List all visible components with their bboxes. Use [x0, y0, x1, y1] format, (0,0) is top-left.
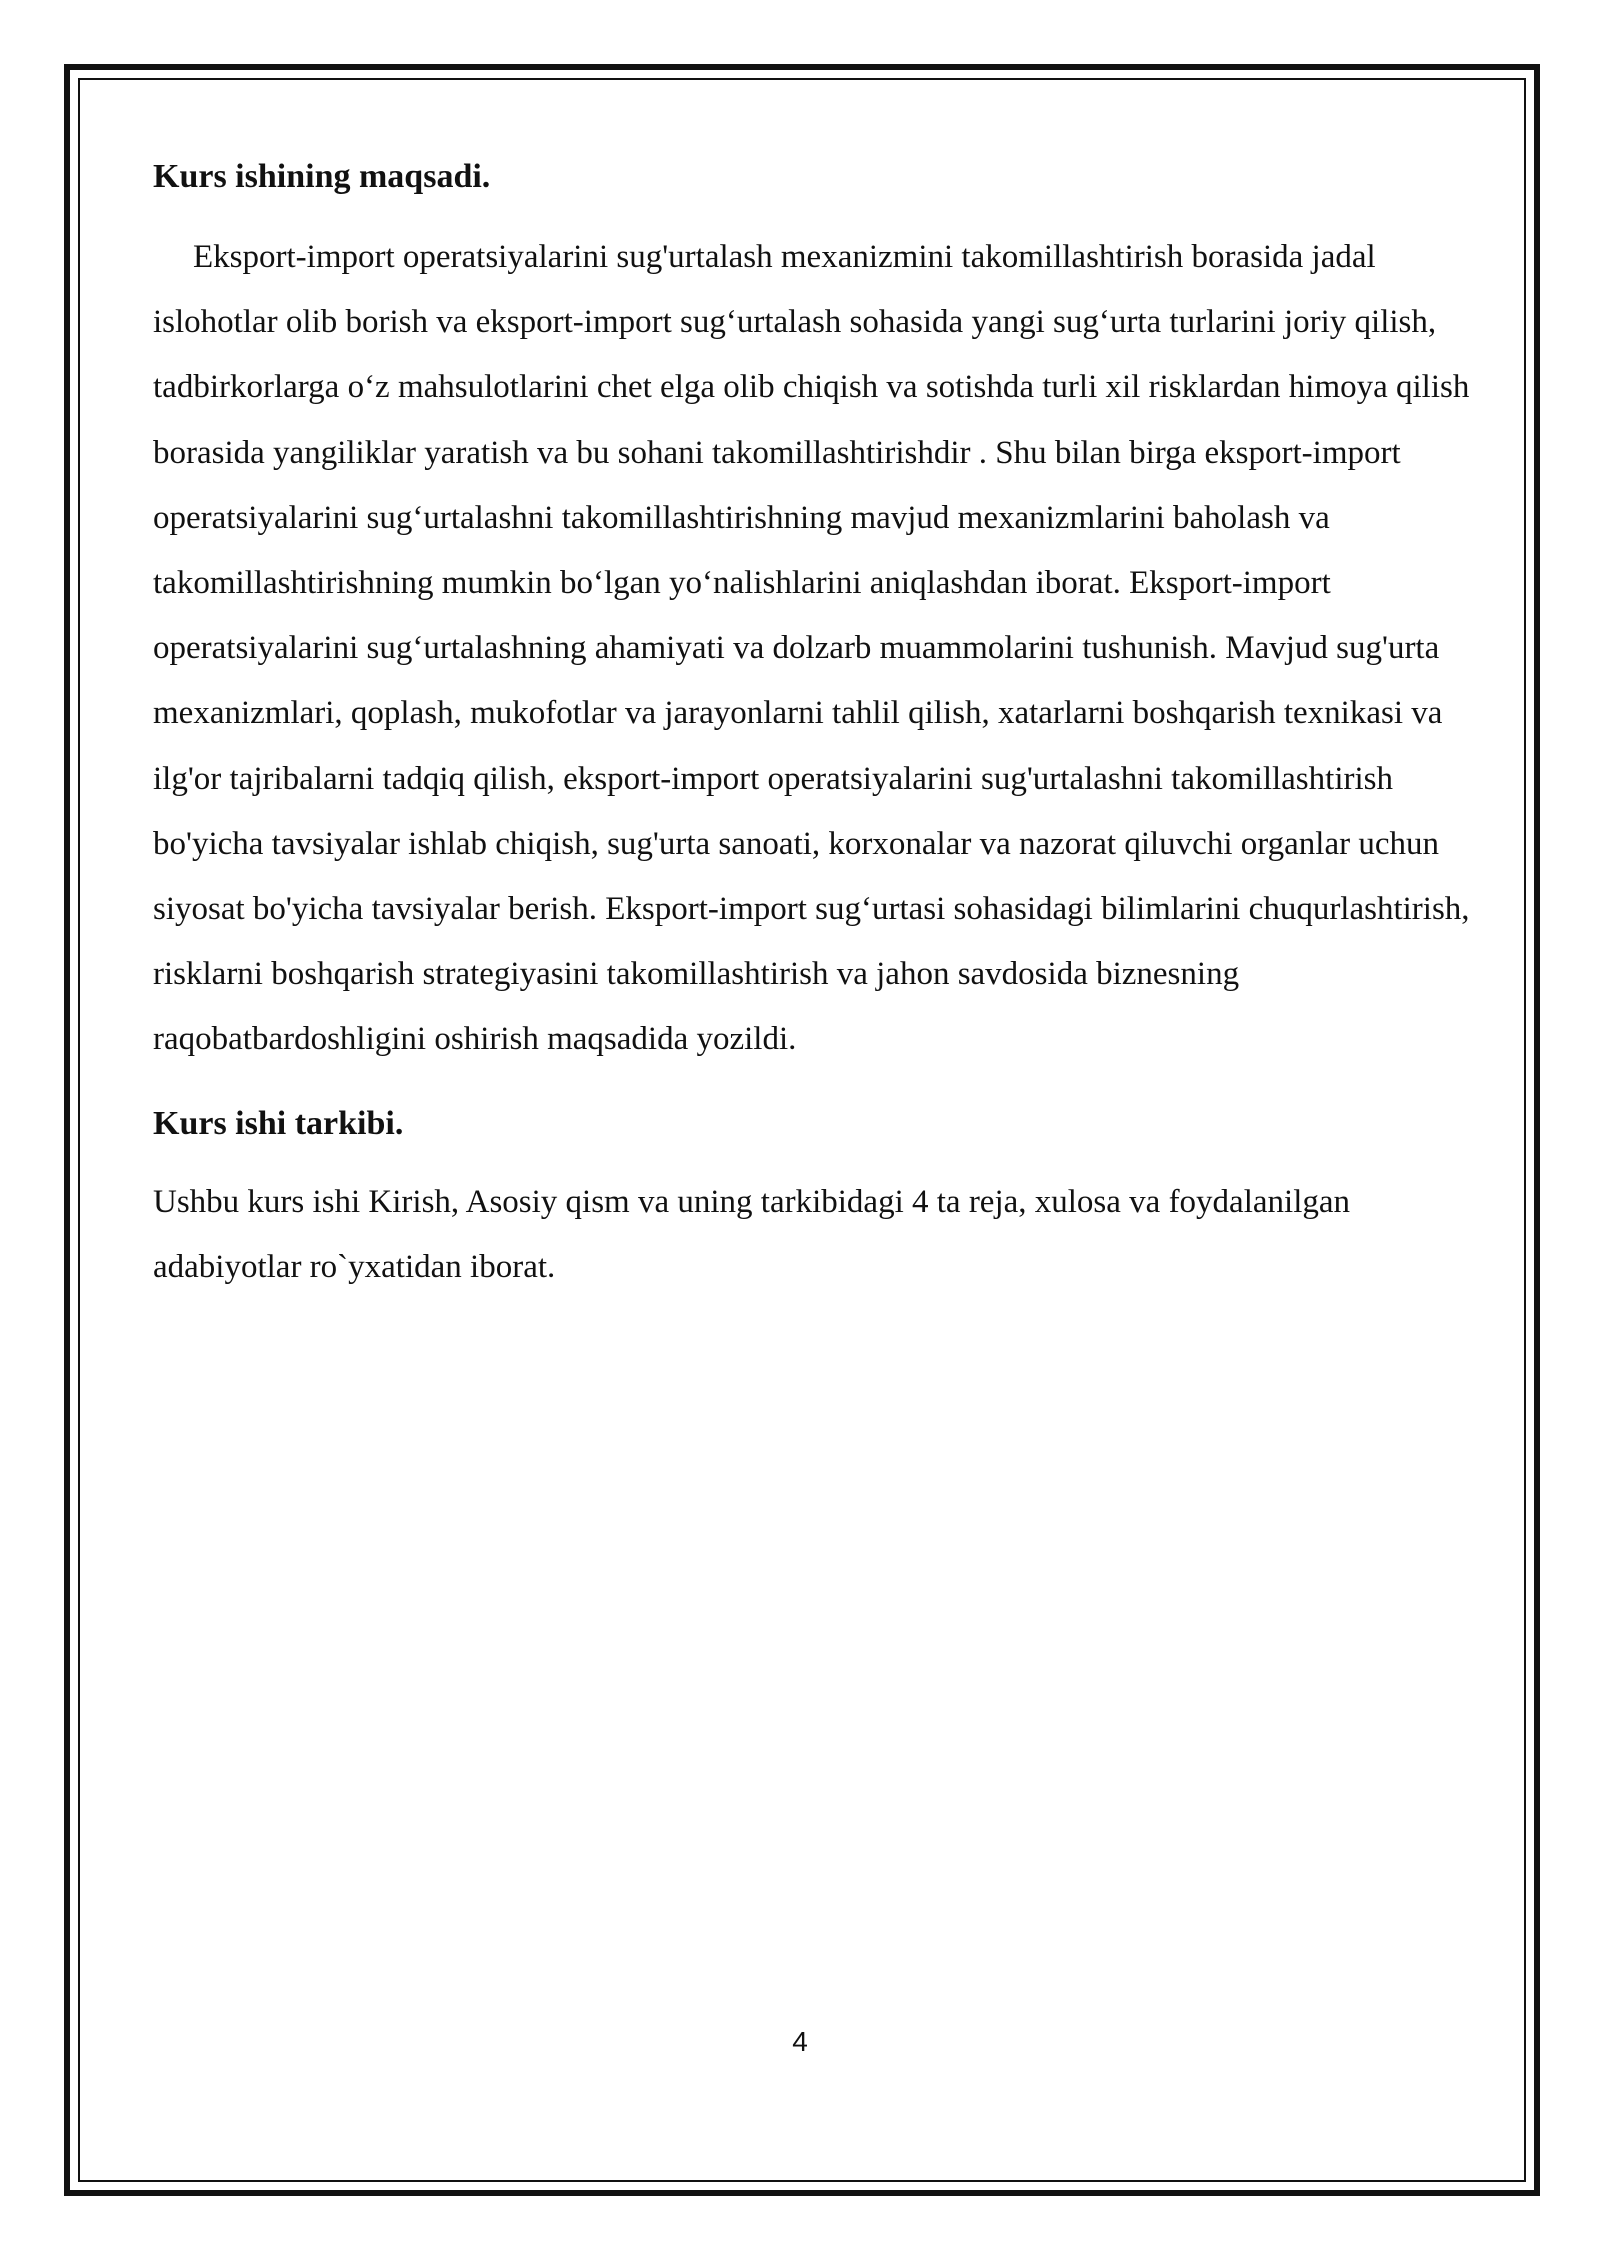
section-heading-structure: Kurs ishi tarkibi. — [153, 1104, 404, 1142]
section-heading-goal: Kurs ishining maqsadi. — [153, 158, 491, 195]
page-content — [153, 150, 1503, 1300]
section-body-structure: Ushbu kurs ishi Kirish, Asosiy qism va uning tarkibidagi 4 ta reja, xulosa va foydalanilgan adabiyotlar ro`yxatidan iborat. — [153, 1183, 1351, 1285]
section-body-goal: Eksport-import operatsiyalarini sug'urtalash mexanizmini takomillashtirish borasida jadal islohotlar olib borish va eksport-import sug‘urtalash sohasida yangi sug‘urta turlarini joriy qilish, tadbirkorlarga o‘z mahsulotlarini chet elga olib chiqish va sotishda turli xil risklardan himoya qilish borasida yangiliklar yaratish va bu sohani takomillashtirishdir . Shu bilan birga eksport-import operatsiyalarini sug‘urtalashni takomillashtirishning mavjud mexanizmlarini baholash va takomillashtirishning mumkin bo‘lgan yo‘nalishlarini aniqlashdan iborat. Eksport-import operatsiyalarini sug‘urtalashning ahamiyati va dolzarb muammolarini tushunish. Mavjud sug'urta mexanizmlari, qoplash, mukofotlar va jarayonlarni tahlil qilish, xatarlarni boshqarish texnikasi va ilg'or tajribalarni tadqiq qilish, eksport-import operatsiyalarini sug'urtalashni takomillashtirish bo'yicha tavsiyalar ishlab chiqish, sug'urta sanoati, korxonalar va nazorat qiluvchi organlar uchun siyosat bo'yicha tavsiyalar berish. Eksport-import sug‘urtasi sohasidagi bilimlarini chuqurlashtirish, risklarni boshqarish strategiyasini takomillashtirish va jahon savdosida biznesning raqobatbardoshligini oshirish maqsadida yozildi. — [153, 239, 1470, 1058]
page-number: 4 — [792, 2026, 808, 2057]
